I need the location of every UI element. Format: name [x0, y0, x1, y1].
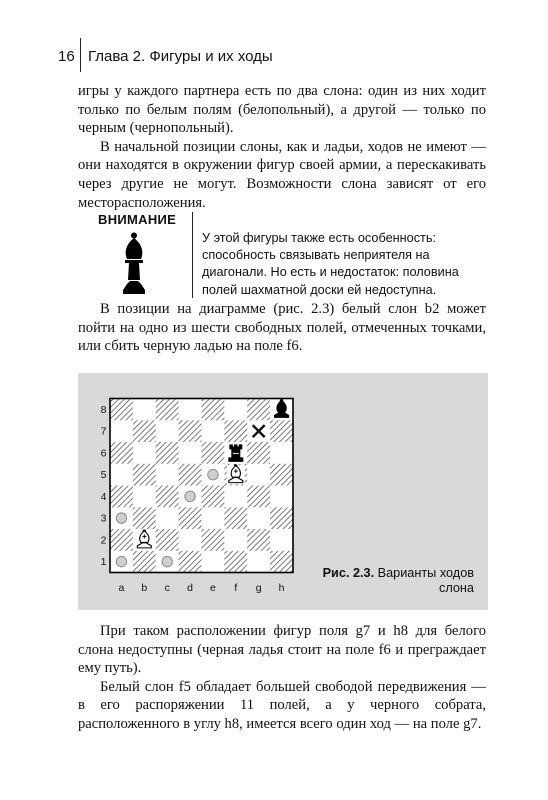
square-a7 [110, 420, 133, 442]
square-c4 [156, 486, 179, 508]
rank-label-2: 2 [101, 534, 107, 547]
attention-text: У этой фигуры также есть особенность: способность связывать неприятеля на диагонали. Но есть и недостаток: половина полей шахматной доски ей недоступна. [202, 231, 459, 297]
page-header [20, 38, 530, 72]
black-rook-f6 [227, 443, 245, 462]
square-b1 [133, 551, 156, 573]
square-g4 [247, 486, 270, 508]
square-c6 [156, 442, 179, 464]
white-bishop-f5 [227, 465, 245, 484]
text-block-bottom [78, 622, 486, 734]
figure-2-3 [78, 373, 488, 610]
square-d6 [179, 442, 202, 464]
paragraph-2: В начальной позиции слоны, как и ладьи, ходов не имеют — они находятся в окружении фигур своей армии, а перескакивать через другие не могут. Возможности слона зависят от его месторасположения. [78, 138, 486, 211]
chess-board [101, 388, 309, 598]
paragraph-5: Белый слон f5 обладает большей свободой передвижения — в его распоряжении 11 полей, а у черного собрата, расположенного в углу h8, имеется всего один ход — на поле g7. [78, 678, 486, 732]
paragraph-4: При таком расположении фигур поля g7 и h8 для белого слона недоступны (черная ладья стоит на поле f6 и преграждает ему путь). [78, 623, 486, 677]
file-label-b: b [141, 582, 148, 594]
square-d8 [179, 399, 202, 421]
rank-label-7: 7 [101, 425, 107, 438]
square-g6 [247, 442, 270, 464]
square-f4 [224, 486, 247, 508]
attention-divider [192, 212, 193, 298]
square-c7 [156, 420, 179, 442]
file-label-c: c [164, 582, 170, 594]
file-label-d: d [187, 582, 193, 594]
black-bishop-h8 [273, 399, 291, 418]
caption-label: Рис. 2.3. [322, 566, 375, 580]
rank-label-1: 1 [101, 556, 107, 569]
file-label-a: a [118, 582, 125, 594]
square-e8 [202, 399, 225, 421]
square-c3 [156, 507, 179, 529]
attention-box [78, 208, 488, 300]
square-g2 [247, 529, 270, 551]
file-label-h: h [278, 582, 285, 594]
chapter-title: Глава 2. Фигуры и их ходы [88, 48, 273, 65]
square-h3 [270, 507, 293, 529]
square-f3 [224, 507, 247, 529]
chess-diagram [101, 388, 309, 603]
square-g5 [247, 464, 270, 486]
square-g3 [247, 507, 270, 529]
paragraph-1: игры у каждого партнера есть по два слона: один из них ходит только по белым полям (белопольный), а другой — только по черным (чернопольный). [78, 83, 486, 137]
figure-caption [314, 566, 474, 596]
square-a5 [110, 464, 133, 486]
square-d1 [179, 551, 202, 573]
square-b6 [133, 442, 156, 464]
square-h4 [270, 486, 293, 508]
header-divider [80, 38, 81, 72]
square-h5 [270, 464, 293, 486]
square-b7 [133, 420, 156, 442]
move-dot-c1 [162, 556, 172, 566]
square-a4 [110, 486, 133, 508]
rank-label-3: 3 [101, 512, 107, 525]
square-e1 [202, 551, 225, 573]
white-bishop-b2 [135, 530, 153, 549]
black-bishop-icon [114, 232, 154, 294]
square-a8 [110, 399, 133, 421]
square-h1 [270, 551, 293, 573]
file-label-g: g [255, 582, 262, 594]
square-a2 [110, 529, 133, 551]
move-dot-e5 [208, 469, 218, 479]
square-g8 [247, 399, 270, 421]
blocked-cross-g7 [251, 423, 267, 439]
square-b4 [133, 486, 156, 508]
square-d2 [179, 529, 202, 551]
square-a6 [110, 442, 133, 464]
square-f1 [224, 551, 247, 573]
square-f2 [224, 529, 247, 551]
square-f8 [224, 399, 247, 421]
paragraph-3: В позиции на диаграмме (рис. 2.3) белый слон b2 может пойти на одно из шести свободных полей, отмеченных точками, или сбить черную ладью на поле f6. [78, 301, 486, 355]
square-f7 [224, 420, 247, 442]
square-b3 [133, 507, 156, 529]
square-c5 [156, 464, 179, 486]
text-block-middle [78, 300, 486, 356]
square-d3 [179, 507, 202, 529]
square-e7 [202, 420, 225, 442]
square-b5 [133, 464, 156, 486]
move-dot-a1 [116, 556, 126, 566]
square-c2 [156, 529, 179, 551]
square-e6 [202, 442, 225, 464]
square-h7 [270, 420, 293, 442]
rank-label-5: 5 [101, 469, 107, 482]
square-g1 [247, 551, 270, 573]
file-label-f: f [234, 582, 238, 594]
file-label-e: e [210, 582, 216, 594]
square-d5 [179, 464, 202, 486]
square-c8 [156, 399, 179, 421]
move-dot-d4 [185, 491, 195, 501]
square-e3 [202, 507, 225, 529]
square-e4 [202, 486, 225, 508]
move-dot-a3 [116, 513, 126, 523]
text-block-top [78, 82, 486, 212]
attention-title: ВНИМАНИЕ [98, 212, 177, 227]
rank-label-8: 8 [101, 403, 107, 416]
caption-text: Варианты ходов слона [377, 566, 474, 595]
square-h6 [270, 442, 293, 464]
square-b8 [133, 399, 156, 421]
page-number: 16 [58, 48, 75, 65]
rank-label-4: 4 [101, 490, 107, 503]
square-h2 [270, 529, 293, 551]
square-d7 [179, 420, 202, 442]
square-e2 [202, 529, 225, 551]
rank-label-6: 6 [101, 447, 107, 460]
